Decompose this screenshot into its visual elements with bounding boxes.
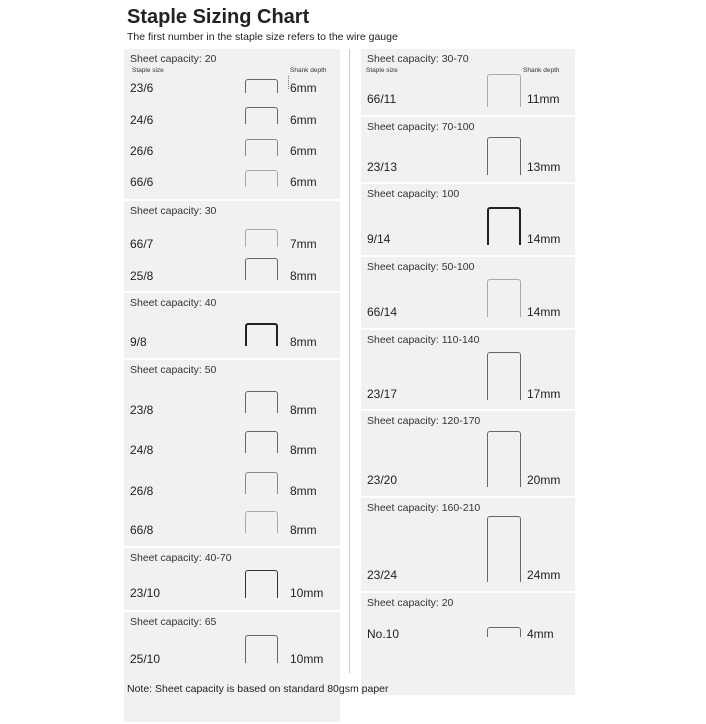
- shank-depth: 10mm: [290, 652, 324, 666]
- staple-size: 66/8: [130, 523, 154, 537]
- capacity-label: Sheet capacity: 70-100: [367, 121, 475, 133]
- staple-size-header: Staple size: [132, 67, 164, 74]
- shank-depth: 20mm: [527, 473, 561, 487]
- staple-size: 23/13: [367, 160, 398, 174]
- staple-icon: [245, 170, 278, 187]
- capacity-label: Sheet capacity: 65: [130, 616, 217, 628]
- capacity-panel: [124, 548, 340, 612]
- shank-depth: 17mm: [527, 387, 561, 401]
- page-subtitle: The first number in the staple size refers to the wire gauge: [127, 31, 398, 43]
- staple-icon: [487, 516, 521, 582]
- staple-icon: [245, 635, 278, 663]
- shank-depth: 8mm: [290, 269, 317, 283]
- staple-size: 25/8: [130, 269, 154, 283]
- shank-depth: 24mm: [527, 568, 561, 582]
- staple-size: 66/6: [130, 175, 154, 189]
- shank-depth: 8mm: [290, 443, 317, 457]
- capacity-label: Sheet capacity: 120-170: [367, 415, 481, 427]
- shank-depth: 6mm: [290, 144, 317, 158]
- capacity-label: Sheet capacity: 20: [130, 53, 217, 65]
- capacity-label: Sheet capacity: 50: [130, 364, 217, 376]
- staple-size: 66/14: [367, 305, 398, 319]
- staple-icon: [245, 511, 278, 533]
- staple-size: 23/10: [130, 586, 161, 600]
- staple-icon: [487, 627, 521, 637]
- capacity-panel: [124, 201, 340, 293]
- capacity-label: Sheet capacity: 110-140: [367, 334, 480, 346]
- shank-depth: 14mm: [527, 232, 561, 246]
- capacity-panel: [361, 498, 575, 593]
- shank-depth: 8mm: [290, 484, 317, 498]
- staple-icon: [245, 107, 278, 124]
- shank-depth: 7mm: [290, 237, 317, 251]
- staple-icon: [487, 137, 521, 175]
- shank-depth: 8mm: [290, 523, 317, 537]
- staple-icon: [487, 431, 521, 487]
- staple-icon: [487, 279, 521, 317]
- staple-icon: [245, 431, 278, 453]
- staple-size: No.10: [367, 627, 400, 641]
- staple-icon: [245, 139, 278, 156]
- staple-size: 24/8: [130, 443, 154, 457]
- shank-depth: 8mm: [290, 403, 317, 417]
- capacity-label: Sheet capacity: 30: [130, 205, 217, 217]
- staple-icon: [487, 74, 521, 107]
- capacity-panel: [361, 411, 575, 498]
- shank-depth: 6mm: [290, 113, 317, 127]
- capacity-panel: [124, 293, 340, 360]
- staple-size: 24/6: [130, 113, 154, 127]
- capacity-label: Sheet capacity: 30-70: [367, 53, 469, 65]
- staple-size: 9/8: [130, 335, 147, 349]
- shank-depth: 10mm: [290, 586, 324, 600]
- shank-depth: 6mm: [290, 175, 317, 189]
- capacity-label: Sheet capacity: 50-100: [367, 261, 475, 273]
- capacity-label: Sheet capacity: 40-70: [130, 552, 232, 564]
- capacity-panel: [361, 593, 575, 697]
- capacity-panel: [361, 257, 575, 330]
- staple-size: 66/11: [367, 92, 397, 106]
- shank-depth: 6mm: [290, 81, 317, 95]
- staple-size: 25/10: [130, 652, 161, 666]
- shank-depth-header: Shank depth: [523, 67, 560, 74]
- footnote: Note: Sheet capacity is based on standard 80gsm paper: [127, 683, 389, 695]
- capacity-panel: [361, 330, 575, 411]
- staple-size-header: Staple size: [366, 67, 398, 74]
- shank-depth: 14mm: [527, 305, 561, 319]
- shank-depth: 4mm: [527, 627, 554, 641]
- staple-size: 23/6: [130, 81, 154, 95]
- column-divider: [349, 49, 350, 673]
- staple-icon: [245, 391, 278, 413]
- staple-size: 26/8: [130, 484, 154, 498]
- staple-icon: [487, 207, 521, 245]
- staple-size: 66/7: [130, 237, 154, 251]
- staple-icon: [245, 570, 278, 598]
- capacity-label: Sheet capacity: 100: [367, 188, 460, 200]
- shank-depth-header: Shank depth: [290, 67, 327, 74]
- staple-icon: [245, 472, 278, 494]
- shank-depth: 8mm: [290, 335, 317, 349]
- capacity-panel: [124, 612, 340, 724]
- staple-icon: [487, 352, 521, 400]
- staple-size: 9/14: [367, 232, 391, 246]
- staple-icon: [245, 258, 278, 280]
- shank-depth: 11mm: [527, 92, 560, 106]
- staple-size: 23/17: [367, 387, 398, 401]
- capacity-label: Sheet capacity: 20: [367, 597, 454, 609]
- page-title: Staple Sizing Chart: [127, 6, 310, 28]
- staple-icon: [245, 229, 278, 247]
- shank-depth: 13mm: [527, 160, 561, 174]
- capacity-panel: [124, 49, 340, 201]
- staple-size: 23/20: [367, 473, 398, 487]
- staple-size: 23/24: [367, 568, 398, 582]
- capacity-panel: [124, 360, 340, 548]
- capacity-label: Sheet capacity: 160-210: [367, 502, 481, 514]
- staple-icon: [245, 79, 278, 93]
- capacity-panel: [361, 49, 575, 117]
- capacity-panel: [361, 117, 575, 184]
- staple-icon: [245, 323, 278, 346]
- staple-size: 23/8: [130, 403, 154, 417]
- staple-size: 26/6: [130, 144, 154, 158]
- capacity-label: Sheet capacity: 40: [130, 297, 217, 309]
- capacity-panel: [361, 184, 575, 257]
